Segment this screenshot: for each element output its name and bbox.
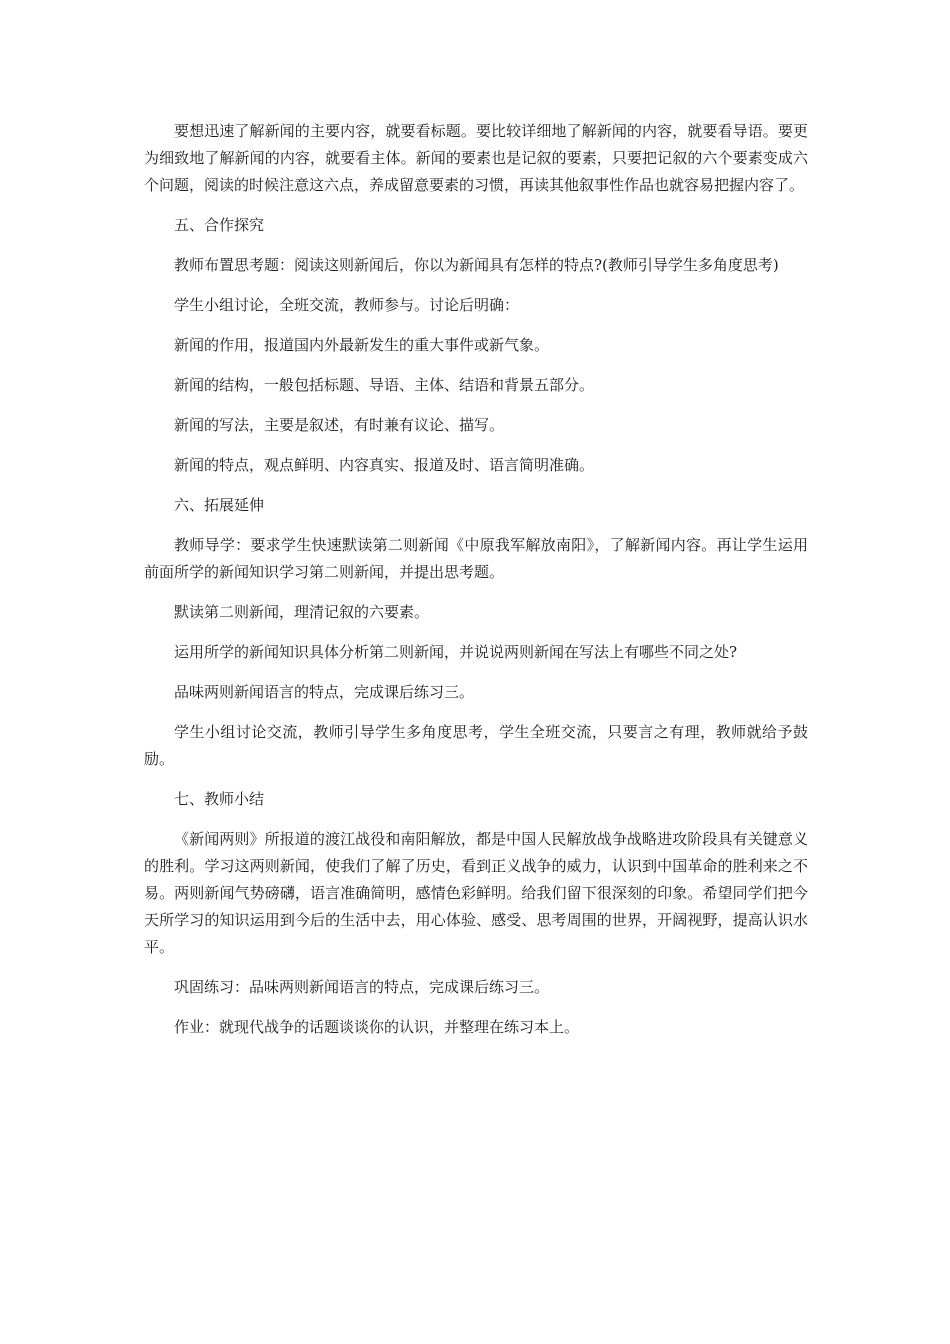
news-structure-paragraph: 新闻的结构，一般包括标题、导语、主体、结语和背景五部分。 bbox=[174, 376, 595, 394]
summary-paragraph: 《新闻两则》所报道的渡江战役和南阳解放，都是中国人民解放战争战略进攻阶段具有关键意义的胜利。学习这两则新闻，使我们了解了历史，看到正义战争的威力，认识到中国革命的胜利来之不易。两则新闻气势磅礴，语言准确简明，感情色彩鲜明。给我们留下很深刻的印象。希望同学们把今天所学习的知识运用到今后的生活中去，用心体验、感受、思考周围的世界，开阔视野，提高认识水平。 bbox=[144, 830, 808, 956]
news-writing-paragraph: 新闻的写法，主要是叙述，有时兼有议论、描写。 bbox=[174, 416, 505, 434]
analysis-paragraph: 运用所学的新闻知识具体分析第二则新闻，并说说两则新闻在写法上有哪些不同之处? bbox=[174, 643, 738, 661]
teacher-guide-paragraph: 教师导学：要求学生快速默读第二则新闻《中原我军解放南阳》，了解新闻内容。再让学生运用前面所学的新闻知识学习第二则新闻，并提出思考题。 bbox=[144, 536, 808, 581]
discussion-paragraph: 学生小组讨论，全班交流，教师参与。讨论后明确： bbox=[174, 296, 520, 314]
section-heading-summary: 七、教师小结 bbox=[174, 790, 265, 808]
section-heading-cooperative-inquiry: 五、合作探究 bbox=[174, 216, 265, 234]
intro-paragraph: 要想迅速了解新闻的主要内容，就要看标题。要比较详细地了解新闻的内容，就要看导语。要更为细致地了解新闻的内容，就要看主体。新闻的要素也是记叙的要素，只要把记叙的六个要素变成六个问题，阅读的时候注意这六点，养成留意要素的习惯，再读其他叙事性作品也就容易把握内容了。 bbox=[144, 122, 808, 194]
teacher-question-paragraph: 教师布置思考题：阅读这则新闻后，你以为新闻具有怎样的特点?(教师引导学生多角度思考) bbox=[174, 256, 779, 274]
section-heading-extension: 六、拓展延伸 bbox=[174, 496, 265, 514]
document-body bbox=[144, 118, 808, 1054]
homework-paragraph: 作业：就现代战争的话题谈谈你的认识，并整理在练习本上。 bbox=[174, 1018, 580, 1036]
practice-paragraph: 巩固练习：品味两则新闻语言的特点，完成课后练习三。 bbox=[174, 978, 550, 996]
news-function-paragraph: 新闻的作用，报道国内外最新发生的重大事件或新气象。 bbox=[174, 336, 550, 354]
silent-reading-paragraph: 默读第二则新闻，理清记叙的六要素。 bbox=[174, 603, 430, 621]
group-discussion-paragraph: 学生小组讨论交流，教师引导学生多角度思考，学生全班交流，只要言之有理，教师就给予鼓励。 bbox=[144, 723, 808, 768]
language-paragraph: 品味两则新闻语言的特点，完成课后练习三。 bbox=[174, 683, 475, 701]
news-features-paragraph: 新闻的特点，观点鲜明、内容真实、报道及时、语言简明准确。 bbox=[174, 456, 595, 474]
